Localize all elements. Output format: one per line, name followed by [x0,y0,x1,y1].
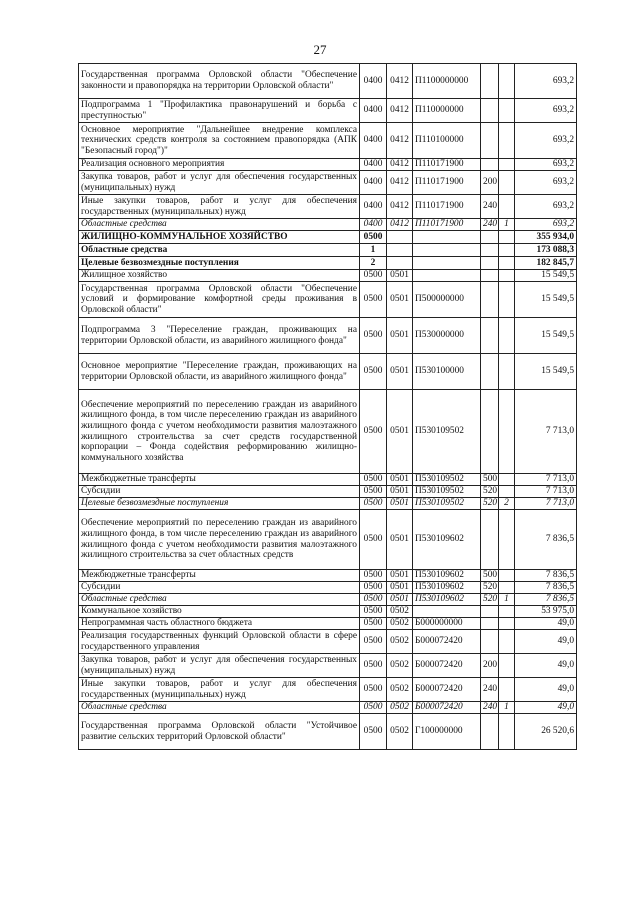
row-name: Государственная программа Орловской области "Обеспечение условий и формирование комфортной среды проживания в Орловской области" [79,282,360,318]
funding-source-code [499,630,515,654]
amount: 7 836,5 [515,594,577,606]
expense-type-code [481,714,499,750]
row-name: Областные средства [79,702,360,714]
section-code: 0500 [360,354,387,390]
funding-source-code [499,171,515,195]
section-code: 0500 [360,654,387,678]
subsection-code: 0502 [387,714,413,750]
expense-type-code [481,99,499,123]
expense-type-code [481,510,499,570]
expense-type-code: 520 [481,486,499,498]
table-row [79,606,577,618]
funding-source-code: 1 [499,219,515,231]
expense-type-code [481,231,499,244]
row-name: Областные средства [79,244,360,257]
row-name: Целевые безвозмездные поступления [79,257,360,270]
target-article-code: П500000000 [413,282,481,318]
funding-source-code [499,606,515,618]
amount: 26 520,6 [515,714,577,750]
amount: 693,2 [515,123,577,159]
expense-type-code [481,123,499,159]
expense-type-code: 500 [481,570,499,582]
row-name: Государственная программа Орловской области "Обеспечение законности и правопорядка на территории Орловской области" [79,64,360,99]
funding-source-code [499,282,515,318]
table-row [79,570,577,582]
expense-type-code [481,282,499,318]
expense-type-code [481,244,499,257]
subsection-code: 0412 [387,64,413,99]
row-name: Иные закупки товаров, работ и услуг для обеспечения государственных (муниципальных) нужд [79,195,360,219]
section-code: 0500 [360,282,387,318]
expense-type-code [481,630,499,654]
table-row [79,219,577,231]
amount: 182 845,7 [515,257,577,270]
amount: 7 713,0 [515,486,577,498]
section-code: 0500 [360,702,387,714]
amount: 49,0 [515,654,577,678]
target-article-code: П530109602 [413,594,481,606]
funding-source-code: 1 [499,594,515,606]
target-article-code: П110171900 [413,171,481,195]
section-code: 0500 [360,582,387,594]
section-code: 0400 [360,171,387,195]
target-article-code: П110100000 [413,123,481,159]
amount: 7 713,0 [515,390,577,474]
table-row [79,257,577,270]
row-name: Реализация государственных функций Орловской области в сфере государственного управления [79,630,360,654]
row-name: Подпрограмма 1 "Профилактика правонарушений и борьба с преступностью" [79,99,360,123]
amount: 693,2 [515,195,577,219]
expense-type-code [481,64,499,99]
amount: 693,2 [515,99,577,123]
funding-source-code [499,678,515,702]
subsection-code: 0412 [387,219,413,231]
subsection-code: 0501 [387,570,413,582]
amount: 49,0 [515,678,577,702]
subsection-code: 0501 [387,510,413,570]
funding-source-code [499,159,515,171]
funding-source-code [499,270,515,282]
section-code: 0500 [360,678,387,702]
amount: 693,2 [515,171,577,195]
expense-type-code [481,159,499,171]
expense-type-code [481,390,499,474]
target-article-code: Г100000000 [413,714,481,750]
expense-type-code: 240 [481,678,499,702]
funding-source-code [499,354,515,390]
section-code: 0500 [360,231,387,244]
funding-source-code [499,123,515,159]
section-code: 0400 [360,219,387,231]
table-row [79,582,577,594]
expense-type-code [481,257,499,270]
section-code: 0500 [360,390,387,474]
row-name: Государственная программа Орловской области "Устойчивое развитие сельских территорий Орловской области" [79,714,360,750]
funding-source-code [499,231,515,244]
row-name: Подпрограмма 3 "Переселение граждан, проживающих на территории Орловской области, из аварийного жилищного фонда" [79,318,360,354]
table-row [79,498,577,510]
funding-source-code [499,582,515,594]
amount: 355 934,0 [515,231,577,244]
subsection-code: 0502 [387,606,413,618]
row-name: Непрограммная часть областного бюджета [79,618,360,630]
funding-source-code [499,318,515,354]
subsection-code: 0412 [387,159,413,171]
target-article-code: П110171900 [413,195,481,219]
funding-source-code [499,390,515,474]
table-row [79,654,577,678]
target-article-code: П530109602 [413,582,481,594]
subsection-code [387,257,413,270]
expense-type-code: 520 [481,498,499,510]
funding-source-code [499,64,515,99]
section-code: 0400 [360,123,387,159]
section-code: 0500 [360,630,387,654]
subsection-code: 0412 [387,123,413,159]
subsection-code: 0501 [387,474,413,486]
subsection-code: 0501 [387,270,413,282]
row-name: Субсидии [79,486,360,498]
amount: 15 549,5 [515,318,577,354]
target-article-code: П110171900 [413,159,481,171]
subsection-code: 0501 [387,594,413,606]
expense-type-code: 240 [481,219,499,231]
section-code: 0500 [360,474,387,486]
section-code: 0400 [360,159,387,171]
amount: 7 713,0 [515,474,577,486]
row-name: Обеспечение мероприятий по переселению граждан из аварийного жилищного фонда, в том числе переселению граждан из аварийного жилищного фонда с учетом необходимости развития малоэтажного жилищного строительства за счет областных средств [79,510,360,570]
target-article-code: П530100000 [413,354,481,390]
funding-source-code [499,486,515,498]
funding-source-code: 1 [499,702,515,714]
target-article-code: Б000072420 [413,630,481,654]
subsection-code: 0502 [387,702,413,714]
subsection-code: 0501 [387,498,413,510]
subsection-code: 0412 [387,195,413,219]
table-row [79,64,577,99]
amount: 7 836,5 [515,510,577,570]
section-code: 0500 [360,270,387,282]
section-code: 0500 [360,594,387,606]
row-name: Целевые безвозмездные поступления [79,498,360,510]
target-article-code: Б000072420 [413,678,481,702]
row-name: Коммунальное хозяйство [79,606,360,618]
funding-source-code [499,99,515,123]
expense-type-code: 200 [481,171,499,195]
expense-type-code: 520 [481,594,499,606]
table-row [79,354,577,390]
amount: 173 088,3 [515,244,577,257]
expense-type-code: 520 [481,582,499,594]
row-name: Закупка товаров, работ и услуг для обеспечения государственных (муниципальных) нужд [79,171,360,195]
section-code: 0500 [360,714,387,750]
amount: 53 975,0 [515,606,577,618]
section-code: 0500 [360,570,387,582]
target-article-code: П110000000 [413,99,481,123]
table-row [79,594,577,606]
expense-type-code [481,354,499,390]
table-row [79,678,577,702]
section-code: 0400 [360,195,387,219]
expense-type-code: 240 [481,702,499,714]
subsection-code: 0501 [387,390,413,474]
budget-table [78,63,577,750]
funding-source-code [499,654,515,678]
table-row [79,195,577,219]
row-name: Закупка товаров, работ и услуг для обеспечения государственных (муниципальных) нужд [79,654,360,678]
row-name: Межбюджетные трансферты [79,570,360,582]
table-row [79,714,577,750]
amount: 7 836,5 [515,570,577,582]
section-code: 2 [360,257,387,270]
table-row [79,231,577,244]
amount: 15 549,5 [515,282,577,318]
target-article-code: П1100000000 [413,64,481,99]
row-name: Основное мероприятие "Переселение граждан, проживающих на территории Орловской области, из аварийного жилищного фонда" [79,354,360,390]
row-name: Областные средства [79,219,360,231]
subsection-code: 0502 [387,618,413,630]
amount: 15 549,5 [515,354,577,390]
target-article-code: П530000000 [413,318,481,354]
section-code: 0500 [360,510,387,570]
subsection-code: 0502 [387,654,413,678]
expense-type-code [481,270,499,282]
section-code: 0500 [360,318,387,354]
target-article-code [413,257,481,270]
target-article-code: П530109602 [413,510,481,570]
table-row [79,270,577,282]
amount: 49,0 [515,702,577,714]
subsection-code: 0501 [387,282,413,318]
expense-type-code [481,318,499,354]
table-row [79,282,577,318]
table-row [79,630,577,654]
funding-source-code [499,618,515,630]
funding-source-code: 2 [499,498,515,510]
amount: 49,0 [515,630,577,654]
target-article-code [413,231,481,244]
target-article-code: Б000072420 [413,654,481,678]
target-article-code: Б000000000 [413,618,481,630]
table-row [79,171,577,195]
table-row [79,244,577,257]
section-code: 0500 [360,606,387,618]
section-code: 1 [360,244,387,257]
target-article-code: П110171900 [413,219,481,231]
funding-source-code [499,570,515,582]
amount: 15 549,5 [515,270,577,282]
table-row [79,318,577,354]
page-number: 27 [313,42,327,57]
funding-source-code [499,510,515,570]
table-row [79,159,577,171]
row-name: Реализация основного мероприятия [79,159,360,171]
expense-type-code [481,618,499,630]
amount: 693,2 [515,219,577,231]
subsection-code [387,244,413,257]
funding-source-code [499,257,515,270]
target-article-code: Б000072420 [413,702,481,714]
section-code: 0500 [360,486,387,498]
row-name: Жилищное хозяйство [79,270,360,282]
funding-source-code [499,474,515,486]
amount: 7 713,0 [515,498,577,510]
funding-source-code [499,714,515,750]
section-code: 0500 [360,618,387,630]
row-name: ЖИЛИЩНО-КОММУНАЛЬНОЕ ХОЗЯЙСТВО [79,231,360,244]
budget-table-body [79,64,577,750]
row-name: Областные средства [79,594,360,606]
subsection-code: 0501 [387,354,413,390]
table-row [79,510,577,570]
subsection-code: 0502 [387,630,413,654]
section-code: 0400 [360,64,387,99]
target-article-code: П530109602 [413,570,481,582]
table-row [79,618,577,630]
table-row [79,390,577,474]
target-article-code: П530109502 [413,390,481,474]
subsection-code: 0501 [387,582,413,594]
row-name: Обеспечение мероприятий по переселению граждан из аварийного жилищного фонда, в том числе переселению граждан из аварийного жилищного фонда с учетом необходимости развития малоэтажного жилищного строительства за счет средств государственной корпорации – Фонда содействия реформированию жилищно-коммунального хозяйства [79,390,360,474]
expense-type-code: 500 [481,474,499,486]
expense-type-code [481,606,499,618]
table-row [79,123,577,159]
amount: 7 836,5 [515,582,577,594]
subsection-code: 0412 [387,171,413,195]
section-code: 0400 [360,99,387,123]
subsection-code [387,231,413,244]
target-article-code [413,244,481,257]
row-name: Субсидии [79,582,360,594]
section-code: 0500 [360,498,387,510]
amount: 49,0 [515,618,577,630]
subsection-code: 0501 [387,486,413,498]
table-row [79,474,577,486]
subsection-code: 0502 [387,678,413,702]
target-article-code: П530109502 [413,474,481,486]
row-name: Основное мероприятие "Дальнейшее внедрение комплекса технических средств контроля за состоянием правопорядка (АПК "Безопасный город")" [79,123,360,159]
expense-type-code: 240 [481,195,499,219]
expense-type-code: 200 [481,654,499,678]
target-article-code: П530109502 [413,486,481,498]
target-article-code [413,270,481,282]
funding-source-code [499,244,515,257]
funding-source-code [499,195,515,219]
row-name: Иные закупки товаров, работ и услуг для обеспечения государственных (муниципальных) нужд [79,678,360,702]
subsection-code: 0412 [387,99,413,123]
target-article-code [413,606,481,618]
target-article-code: П530109502 [413,498,481,510]
table-row [79,486,577,498]
subsection-code: 0501 [387,318,413,354]
row-name: Межбюджетные трансферты [79,474,360,486]
amount: 693,2 [515,64,577,99]
table-row [79,702,577,714]
table-row [79,99,577,123]
amount: 693,2 [515,159,577,171]
